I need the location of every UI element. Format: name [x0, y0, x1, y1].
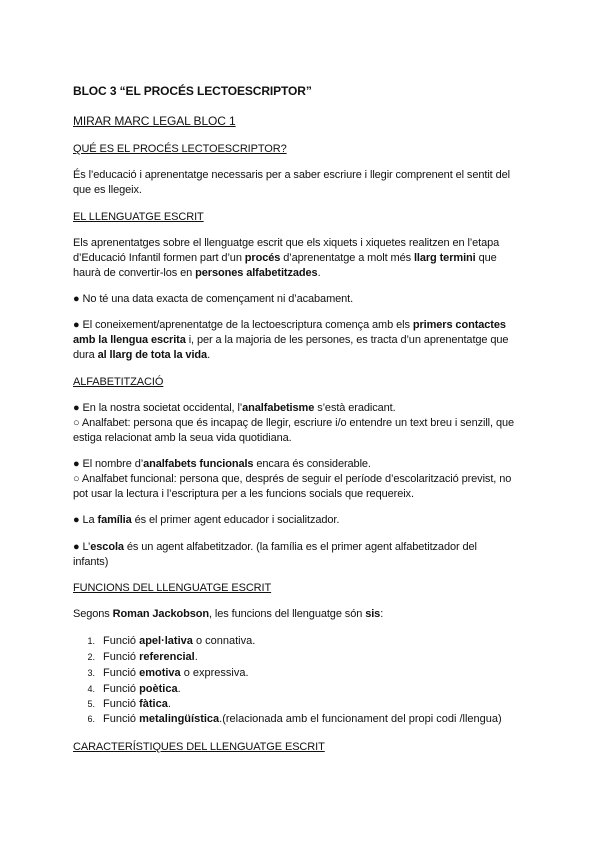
bullet-item: ● El nombre d’analfabets funcionals encara és considerable.: [73, 458, 371, 470]
list-item: 1. Funció apel·lativa o connativa.: [87, 635, 256, 647]
list-item: 6. Funció metalingüística.(relacionada amb el funcionament del propi codi /llengua): [87, 713, 502, 725]
bullet-item: ● La família és el primer agent educador i socialitzador.: [73, 514, 340, 526]
bullet-item: ● En la nostra societat occidental, l’analfabetisme s’està eradicant.: [73, 402, 396, 414]
paragraph-line: que es llegeix.: [73, 184, 142, 196]
bullet-item-cont: amb la llengua escrita i, per a la majoria de les persones, es tracta d’un aprenentatge que: [73, 334, 509, 346]
bullet-item: ● L’escola és un agent alfabetitzador. (la família es el primer agent alfabetitzador del: [73, 541, 477, 553]
paragraph-line: d’Educació Infantil formen part d’un procés d’aprenentatge a molt més llarg termini que: [73, 252, 497, 264]
sub-bullet-item-cont: estiga relacionat amb la seua vida quotidiana.: [73, 432, 292, 444]
paragraph-line: És l’educació i aprenentatge necessaris per a saber escriure i llegir comprenent el sentit del: [73, 169, 510, 181]
bullet-item: ● El coneixement/aprenentatge de la lectoescriptura comença amb els primers contactes: [73, 319, 506, 331]
list-item: 2. Funció referencial.: [87, 651, 198, 663]
section-heading-llenguatge-escrit: EL LLENGUATGE ESCRIT: [73, 211, 204, 223]
bullet-item-cont: infants): [73, 556, 109, 568]
list-item: 3. Funció emotiva o expressiva.: [87, 667, 249, 679]
bullet-item: ● No té una data exacta de començament ni d’acabament.: [73, 293, 354, 305]
sub-bullet-item: ○ Analfabet funcional: persona que, després de seguir el període d’escolarització previst, no: [73, 473, 512, 485]
paragraph-line: Els aprenentatges sobre el llenguatge escrit que els xiquets i xiquetes realitzen en l’etapa: [73, 237, 500, 249]
link-marc-legal[interactable]: MIRAR MARC LEGAL BLOC 1: [73, 114, 236, 128]
list-item: 4. Funció poètica.: [87, 683, 181, 695]
section-heading-que-es: QUÉ ES EL PROCÉS LECTOESCRIPTOR?: [73, 143, 287, 155]
section-heading-funcions: FUNCIONS DEL LLENGUATGE ESCRIT: [73, 582, 272, 594]
list-item: 5. Funció fàtica.: [87, 698, 171, 710]
doc-title: BLOC 3 “EL PROCÉS LECTOESCRIPTOR”: [73, 84, 312, 98]
section-heading-caracteristiques: CARACTERÍSTIQUES DEL LLENGUATGE ESCRIT: [73, 741, 325, 753]
bullet-item-cont: dura al llarg de tota la vida.: [73, 349, 211, 361]
sub-bullet-item: ○ Analfabet: persona que és incapaç de llegir, escriure i/o entendre un text breu i senzill, que: [73, 417, 514, 429]
section-heading-alfabetitzacio: ALFABETITZACIÓ: [73, 376, 164, 388]
paragraph-line: Segons Roman Jackobson, les funcions del llenguatge són sis:: [73, 608, 384, 620]
paragraph-line: haurà de convertir-los en persones alfabetitzades.: [73, 267, 321, 279]
sub-bullet-item-cont: pot usar la lectura i l’escriptura per a les funcions socials que requereix.: [73, 488, 414, 500]
